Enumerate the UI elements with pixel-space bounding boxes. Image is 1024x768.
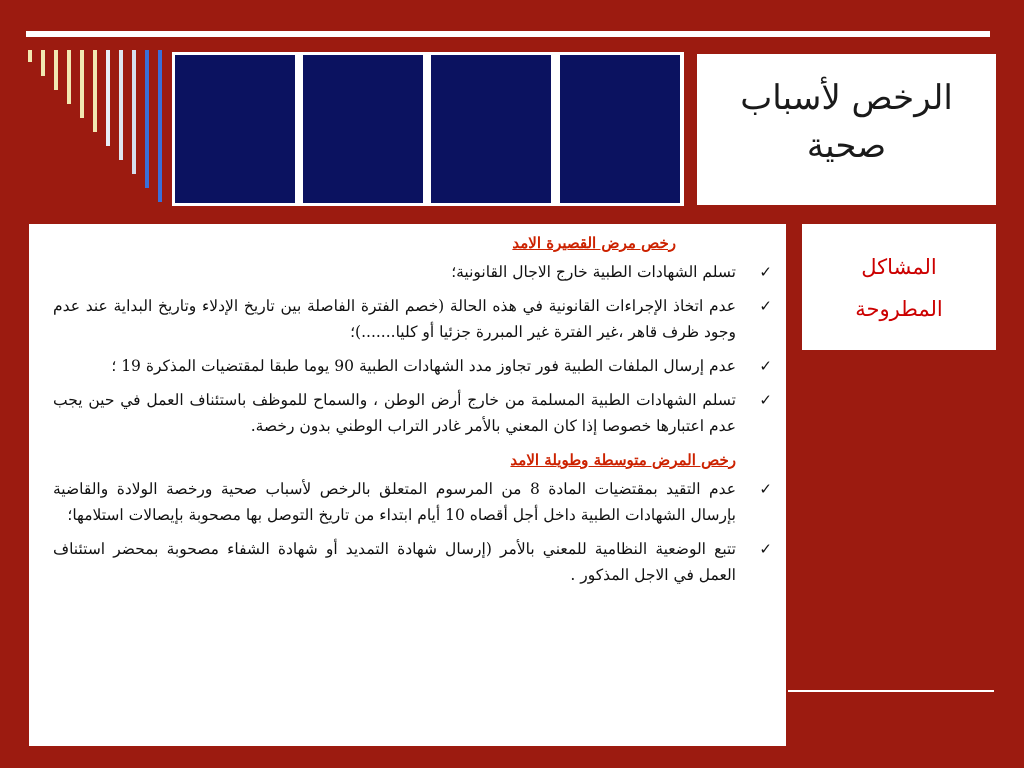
check-icon: ✓: [759, 357, 772, 375]
grid-square: [303, 129, 423, 203]
side-label-line-2: المطروحة: [855, 297, 943, 321]
list-item: [53, 387, 772, 439]
section-heading-long-term: رخص المرض متوسطة وطويلة الامد: [510, 451, 736, 469]
grid-square: [431, 129, 551, 203]
title-line-1: الرخص لأسباب: [740, 78, 953, 118]
decor-stripe: [132, 50, 136, 174]
list-item: [53, 293, 772, 345]
list-item: [53, 536, 772, 588]
grid-square: [560, 129, 680, 203]
decor-stripe: [158, 50, 162, 202]
decor-stripe: [106, 50, 110, 146]
grid-square: [175, 55, 295, 129]
decor-stripe: [119, 50, 123, 160]
list-item-text: عدم التقيد بمقتضيات المادة 8 من المرسوم المتعلق بالرخص لأسباب صحية ورخصة الولادة والقاضية بإرسال الشهادات الطبية داخل أجل أقصاه 10 أيام ابتداء من تاريخ التوصل بها مصحوبة بإيصالات استلامها؛: [53, 480, 736, 524]
right-divider-line: [788, 690, 994, 692]
decor-stripe: [54, 50, 58, 90]
list-item: [53, 476, 772, 528]
grid-square: [175, 129, 295, 203]
content-panel: [29, 224, 786, 746]
grid-square: [431, 55, 551, 129]
check-icon: ✓: [759, 263, 772, 281]
title-line-2: صحية: [806, 126, 887, 166]
grid-square: [303, 55, 423, 129]
decor-stripe: [80, 50, 84, 118]
list-item-text: تتبع الوضعية النظامية للمعني بالأمر (إرسال شهادة التمديد أو شهادة الشفاء مصحوبة بمحضر استئناف العمل في الاجل المذكور .: [53, 540, 736, 584]
side-label-box: [802, 224, 996, 350]
list-item-text: تسلم الشهادات الطبية خارج الاجال القانونية؛: [451, 263, 736, 281]
decor-stripe: [145, 50, 149, 188]
list-item-text: تسلم الشهادات الطبية المسلمة من خارج أرض الوطن ، والسماح للموظف باستئناف العمل في حين يجب عدم اعتبارها خصوصا إذا كان المعني بالأمر غادر التراب الوطني بدون رخصة.: [53, 391, 736, 435]
decor-stripe: [28, 50, 32, 62]
decor-stripe: [93, 50, 97, 132]
top-divider-line: [26, 31, 990, 37]
section-heading-short-term: رخص مرض القصيرة الامد: [512, 234, 676, 252]
list-item-text: عدم اتخاذ الإجراءات القانونية في هذه الحالة (خصم الفترة الفاصلة بين تاريخ الإدلاء وتاريخ البداية عند عدم وجود ظرف قاهر ،غير الفترة غير المبررة جزئيا أو كليا.......)؛: [53, 297, 736, 341]
decor-stripe: [41, 50, 45, 76]
decorative-square-grid: [172, 52, 684, 206]
check-icon: ✓: [759, 297, 772, 315]
check-icon: ✓: [759, 391, 772, 409]
check-icon: ✓: [759, 540, 772, 558]
list-item: [53, 259, 772, 285]
side-label-line-1: المشاكل: [861, 255, 937, 279]
grid-square: [560, 55, 680, 129]
slide-title: [697, 54, 996, 205]
list-item-text: عدم إرسال الملفات الطبية فور تجاوز مدد الشهادات الطبية 90 يوما طبقا لمقتضيات المذكرة 19 ؛: [111, 357, 736, 375]
decor-stripe: [67, 50, 71, 104]
check-icon: ✓: [759, 480, 772, 498]
list-item: [53, 353, 772, 379]
